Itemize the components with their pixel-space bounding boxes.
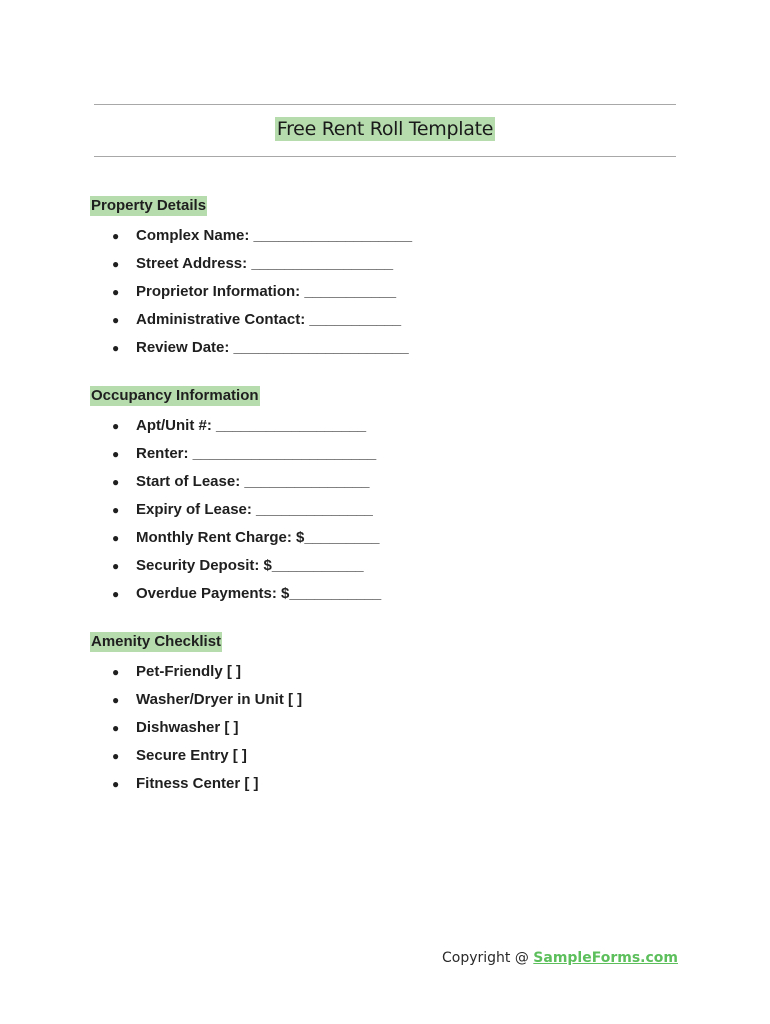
field-apt-unit: Apt/Unit #: __________________: [136, 417, 367, 434]
list-item: [112, 227, 412, 255]
copyright-footer: [442, 950, 678, 966]
list-item: [112, 663, 302, 691]
field-administrative-contact: Administrative Contact: ___________: [136, 311, 402, 328]
bullet-icon: ●: [112, 531, 120, 545]
list-item: [112, 473, 381, 501]
field-start-of-lease: Start of Lease: _______________: [136, 473, 370, 490]
checkbox-fitness-center: Fitness Center [ ]: [136, 775, 259, 792]
property-details-list: [112, 227, 412, 367]
bullet-icon: ●: [112, 313, 120, 327]
bullet-icon: ●: [112, 749, 120, 763]
field-renter: Renter: ______________________: [136, 445, 377, 462]
title-container: [0, 117, 770, 141]
sampleforms-link[interactable]: SampleForms.com: [533, 950, 678, 966]
list-item: [112, 311, 412, 339]
field-street-address: Street Address: _________________: [136, 255, 394, 272]
list-item: [112, 691, 302, 719]
bullet-icon: ●: [112, 419, 120, 433]
field-expiry-of-lease: Expiry of Lease: ______________: [136, 501, 373, 518]
bullet-icon: ●: [112, 257, 120, 271]
field-security-deposit: Security Deposit: $___________: [136, 557, 364, 574]
top-divider: [94, 104, 676, 105]
bullet-icon: ●: [112, 587, 120, 601]
bullet-icon: ●: [112, 503, 120, 517]
list-item: [112, 445, 381, 473]
bullet-icon: ●: [112, 559, 120, 573]
amenity-checklist-list: [112, 663, 302, 803]
list-item: [112, 417, 381, 445]
bullet-icon: ●: [112, 475, 120, 489]
section-heading-property-details: Property Details: [91, 197, 207, 214]
list-item: [112, 283, 412, 311]
checkbox-washer-dryer: Washer/Dryer in Unit [ ]: [136, 691, 303, 708]
bullet-icon: ●: [112, 229, 120, 243]
checkbox-dishwasher: Dishwasher [ ]: [136, 719, 239, 736]
field-proprietor-information: Proprietor Information: ___________: [136, 283, 397, 300]
field-complex-name: Complex Name: ___________________: [136, 227, 413, 244]
bullet-icon: ●: [112, 721, 120, 735]
list-item: [112, 255, 412, 283]
bullet-icon: ●: [112, 341, 120, 355]
checkbox-pet-friendly: Pet-Friendly [ ]: [136, 663, 242, 680]
bottom-divider: [94, 156, 676, 157]
bullet-icon: ●: [112, 285, 120, 299]
list-item: [112, 501, 381, 529]
field-overdue-payments: Overdue Payments: $___________: [136, 585, 382, 602]
list-item: [112, 719, 302, 747]
bullet-icon: ●: [112, 665, 120, 679]
list-item: [112, 557, 381, 585]
bullet-icon: ●: [112, 447, 120, 461]
list-item: [112, 747, 302, 775]
bullet-icon: ●: [112, 777, 120, 791]
list-item: [112, 339, 412, 367]
section-heading-amenity-checklist: Amenity Checklist: [91, 633, 222, 650]
copyright-text: Copyright @: [441, 950, 534, 966]
list-item: [112, 585, 381, 613]
list-item: [112, 529, 381, 557]
bullet-icon: ●: [112, 693, 120, 707]
occupancy-information-list: [112, 417, 381, 613]
field-review-date: Review Date: _____________________: [136, 339, 409, 356]
page-title: Free Rent Roll Template: [276, 118, 494, 140]
checkbox-secure-entry: Secure Entry [ ]: [136, 747, 247, 764]
section-heading-occupancy-information: Occupancy Information: [91, 387, 259, 404]
list-item: [112, 775, 302, 803]
field-monthly-rent-charge: Monthly Rent Charge: $_________: [136, 529, 380, 546]
